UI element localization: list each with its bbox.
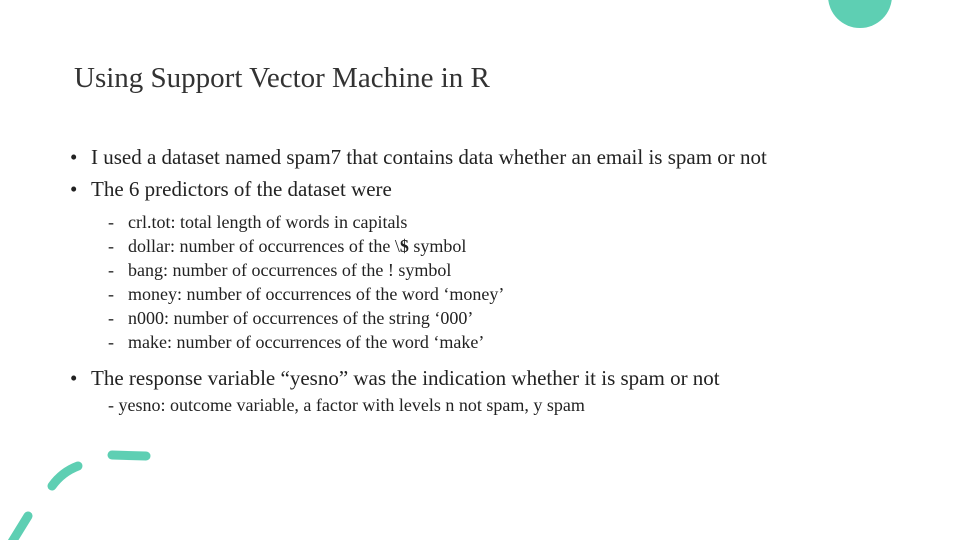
slide-title: Using Support Vector Machine in R [74, 62, 490, 94]
dash-arc-shape [52, 466, 78, 486]
predictor-item [108, 330, 910, 354]
predictor-item [108, 282, 910, 306]
dash-marker: - [108, 308, 114, 328]
dash-marker: - [108, 284, 114, 304]
predictor-list [70, 210, 910, 354]
response-note: - yesno: outcome variable, a factor with levels n not spam, y spam [108, 395, 585, 415]
bullet-marker: • [70, 177, 78, 201]
dash-marker: - [108, 260, 114, 280]
bullet-marker: • [70, 145, 78, 169]
predictor-text-prefix: dollar: number of occurrences of the \ [128, 236, 400, 256]
decorative-dashes [0, 430, 180, 540]
decorative-circle [828, 0, 892, 28]
bullet-dataset [70, 146, 910, 168]
dash-marker: - [108, 212, 114, 232]
dash-bar-shape [112, 455, 146, 456]
bullet-predictors [70, 178, 910, 200]
predictor-item [108, 234, 910, 258]
dash-diagonal-shape [12, 516, 28, 540]
predictor-text: make: number of occurrences of the word ‘make’ [128, 332, 485, 352]
predictor-text [128, 236, 466, 256]
dash-marker: - [108, 332, 114, 352]
dollar-symbol: $ [399, 236, 409, 256]
slide-content [70, 146, 910, 417]
predictor-item [108, 306, 910, 330]
predictor-item [108, 258, 910, 282]
bullet-text: The 6 predictors of the dataset were [91, 177, 392, 201]
predictor-text: crl.tot: total length of words in capitals [128, 212, 408, 232]
dash-marker: - [108, 236, 114, 256]
bullet-text: I used a dataset named spam7 that contains data whether an email is spam or not [91, 145, 767, 169]
predictor-text-suffix: symbol [408, 236, 467, 256]
predictor-text: money: number of occurrences of the word ‘money’ [128, 284, 505, 304]
bullet-marker: • [70, 366, 78, 390]
bullet-text: The response variable “yesno” was the indication whether it is spam or not [91, 366, 720, 390]
predictor-item [108, 210, 910, 234]
predictor-text: bang: number of occurrences of the ! symbol [128, 260, 452, 280]
bullet-response [70, 367, 910, 389]
predictor-text: n000: number of occurrences of the string ‘000’ [128, 308, 474, 328]
